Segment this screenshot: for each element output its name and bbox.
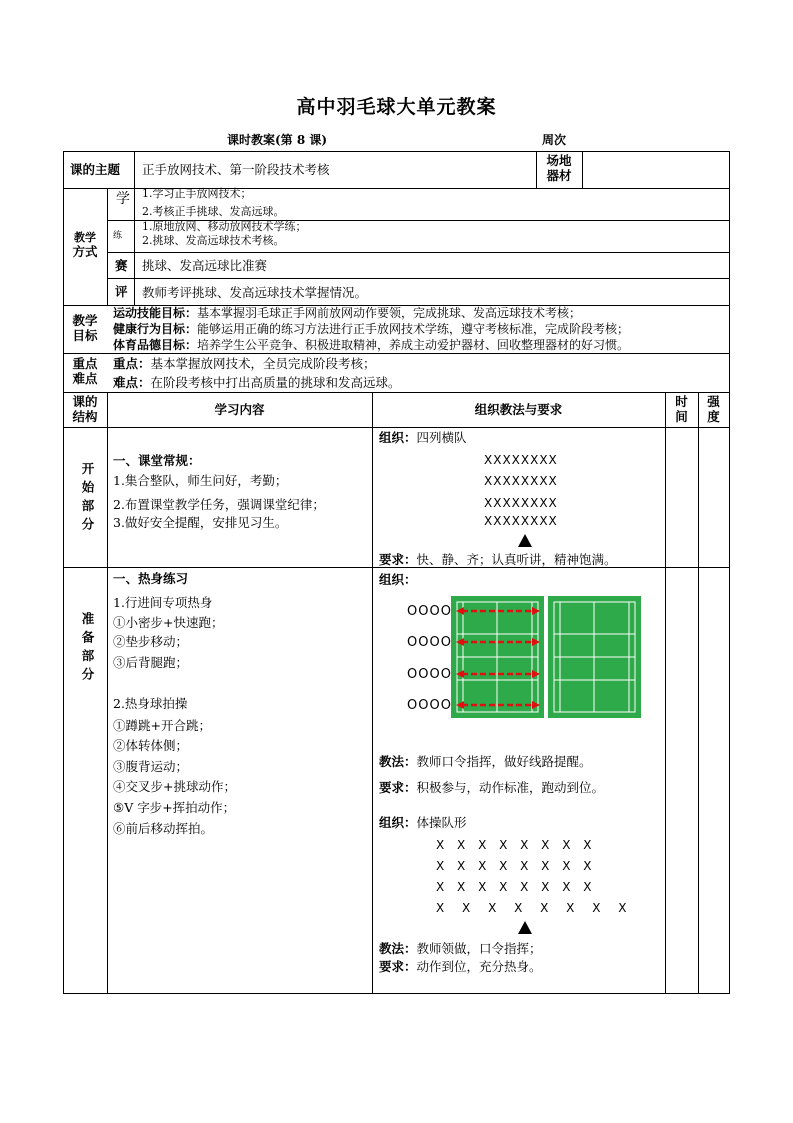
formation-row: XXXXXXXX xyxy=(484,514,558,528)
goal-character: 体育品德目标：培养学生公平竞争、积极进取精神，养成主动爱护器材、回收整理器材的好习惯。 xyxy=(113,338,630,352)
prep-content-1: 1.行进间专项热身 xyxy=(113,595,213,610)
prep-teaching-method: 教法：教师口令指挥，做好线路提醒。 xyxy=(379,754,592,769)
gym-formation-row: X X X X X X X X xyxy=(436,838,592,852)
difficult-point: 难点：在阶段考核中打出高质量的挑球和发高远球。 xyxy=(113,375,401,390)
start-content-0: 一、课堂常规： xyxy=(113,453,201,468)
prep-section-label: 准备部分 xyxy=(80,612,95,686)
start-content-3: 3.做好安全提醒，安排见习生。 xyxy=(113,515,288,530)
method-key-compete: 赛 xyxy=(115,258,128,273)
start-section-label: 开始部分 xyxy=(80,462,95,536)
prep-org-head: 组织： xyxy=(379,572,417,587)
court-left xyxy=(451,596,544,718)
student-group: OOOO xyxy=(407,635,452,650)
teaching-method-label: 教学 方式 xyxy=(72,231,98,259)
method-learn-line2: 2.考核正手挑球、发高远球。 xyxy=(142,205,285,218)
goals-label: 教学 目标 xyxy=(72,313,98,343)
col-content: 学习内容 xyxy=(214,402,265,417)
prep-content-8: ③腹背运动； xyxy=(113,759,189,774)
method-key-evaluate: 评 xyxy=(115,284,128,299)
col-time: 时 间 xyxy=(675,394,688,424)
key-point: 重点：基本掌握放网技术，全员完成阶段考核； xyxy=(113,356,376,371)
student-group: OOOO xyxy=(407,667,452,682)
method-practice-line2: 2.挑球、发高远球技术考核。 xyxy=(142,234,285,247)
prep-org2: 组织：体操队形 xyxy=(379,815,467,830)
keypoints-label: 重点 难点 xyxy=(72,356,98,386)
week-label: 周次 xyxy=(542,133,567,147)
student-group: OOOO xyxy=(407,698,452,713)
topic-label: 课的主题 xyxy=(70,162,121,177)
method-key-practice: 练 xyxy=(113,231,123,241)
page-title: 高中羽毛球大单元教案 xyxy=(296,96,497,118)
venue-label: 场地 器材 xyxy=(546,153,572,183)
prep-content-6: ①蹲跳+开合跳； xyxy=(113,718,211,733)
prep-content-0: 一、热身练习 xyxy=(113,571,189,586)
gym-formation-row: X X X X X X X X xyxy=(436,901,627,915)
teacher-triangle-icon xyxy=(518,534,532,547)
col-structure: 课的 结构 xyxy=(72,394,98,424)
goal-health: 健康行为目标：能够运用正确的练习方法进行正手放网技术学练，遵守考核标准，完成阶段考核； xyxy=(113,322,630,336)
start-content-2: 2.布置课堂教学任务，强调课堂纪律； xyxy=(113,497,325,512)
method-practice-line1: 1.原地放网、移动放网技术学练； xyxy=(142,220,307,233)
prep-requirement-2: 要求：动作到位，充分热身。 xyxy=(379,959,542,974)
prep-content-11: ⑥前后移动挥拍。 xyxy=(113,821,214,836)
col-intensity: 强 度 xyxy=(707,394,720,424)
student-group: OOOO xyxy=(407,604,452,619)
topic-value: 正手放网技术、第一阶段技术考核 xyxy=(142,162,330,177)
method-compete-line: 挑球、发高远球比准赛 xyxy=(142,258,268,273)
method-key-learn: 学 xyxy=(116,191,130,207)
start-org: 组织：四列横队 xyxy=(379,430,467,445)
start-content-1: 1.集合整队，师生问好，考勤； xyxy=(113,473,288,488)
prep-content-5: 2.热身球拍操 xyxy=(113,696,188,711)
prep-content-3: ②垫步移动； xyxy=(113,634,189,649)
prep-content-2: ①小密步+快速跑； xyxy=(113,615,224,630)
prep-teaching-method-2: 教法：教师领做，口令指挥； xyxy=(379,941,542,956)
formation-row: XXXXXXXX xyxy=(484,496,558,510)
formation-row: XXXXXXXX xyxy=(484,474,558,488)
start-requirement: 要求：快、静、齐；认真听讲，精神饱满。 xyxy=(379,552,617,567)
prep-content-7: ②体转体侧； xyxy=(113,738,189,753)
col-method: 组织教法与要求 xyxy=(474,402,563,417)
prep-content-10: ⑤V 字步+挥拍动作； xyxy=(113,800,236,815)
prep-content-9: ④交叉步+挑球动作； xyxy=(113,779,236,794)
formation-row: XXXXXXXX xyxy=(484,453,558,467)
prep-content-4: ③后背腿跑； xyxy=(113,655,189,670)
gym-formation-row: X X X X X X X X xyxy=(436,880,592,894)
prep-requirement: 要求：积极参与，动作标准，跑动到位。 xyxy=(379,780,605,795)
gym-formation-row: X X X X X X X X xyxy=(436,859,592,873)
lesson-number: 课时教案(第 8 课) xyxy=(227,133,328,147)
court-right xyxy=(548,596,641,718)
goal-skill: 运动技能目标：基本掌握羽毛球正手网前放网动作要领，完成挑球、发高远球技术考核； xyxy=(113,306,582,320)
method-evaluate-line: 教师考评挑球、发高远球技术掌握情况。 xyxy=(142,285,368,300)
method-learn-line1: 1.学习正手放网技术； xyxy=(142,187,252,200)
teacher-triangle-icon xyxy=(518,921,532,934)
